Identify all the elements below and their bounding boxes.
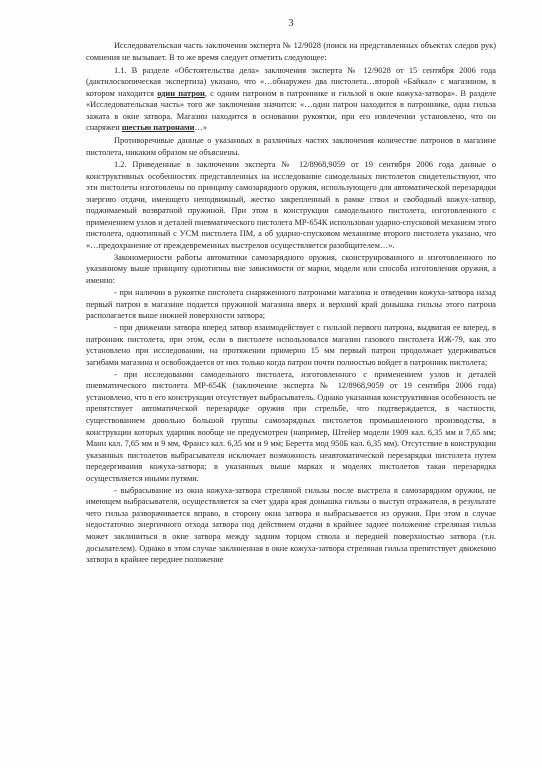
document-body	[86, 40, 496, 566]
paragraph-text: - при исследовании самодельного пистолета, изготовленного с применением узлов и деталей пневматического пистолета МР-654К (заключение эксперта № 12/8968,9059 от 19 сентября 2006 года) установлено, что в его конструкции отсутствует выбрасыватель. Однако указанная конструктивная особенность не препятствует автоматической перезарядке оружия при стрельбе, что подтверждается, в частности, существованием довольно большой группы самозарядных пистолетов промышленного производства, в конструкции которых ударник вообще не предусмотрен (например, Штейер модели 1909 кал. 6,35 мм и 7,65 мм; Манн кал. 7,65 мм и 9 мм, Франсэ кал. 6,35 мм и 9 мм; Беретта мод 950Б кал. 6,35 мм). Отсутствие в конструкции указанных пистолетов выбрасывателя исключает возможность неавтоматической перезарядки пистолета путем передергивания кожуха-затвора; в указанных выше марках и моделях пистолетов такая перезарядка осуществляется иными путями.	[86, 369, 496, 483]
paragraph-text: …»	[194, 123, 208, 133]
paragraph-p9	[86, 485, 496, 566]
paragraph-p3	[86, 135, 496, 158]
emphasized-text: один патрон	[157, 88, 205, 98]
paragraph-text: - при наличии в рукоятке пистолета снаряженного патронами магазина и отведении кожуха-затвора назад первый патрон в магазине подается пружиной магазина вверх и верхний край донышка гильзы этого патрона располагается выше нижней поверхности затвора;	[86, 287, 496, 321]
paragraph-text: Исследовательская часть заключения эксперта № 12/9028 (поиск на представленных объектах следов рук) сомнения не вызывает. В то же время следует отметить следующее:	[86, 41, 496, 62]
paragraph-p8	[86, 369, 496, 484]
emphasized-text: шестью патронами	[121, 123, 195, 133]
paragraph-p6	[86, 287, 496, 322]
paragraph-text: Противоречивые данные о указанных в различных частях заключения количестве патронов в магазине пистолета, никаким образом не объяснены.	[86, 136, 496, 157]
paragraph-text: 1.2. Приведенные в заключении эксперта № 12/8968,9059 от 19 сентября 2006 года данные о конструктивных особенностях представленных на исследование самодельных пистолетов свидетельствуют, что эти пистолеты изготовлены по принципу самозарядного оружия, использующего для автоматической перезарядки энергию отдачи, имеющего неподвижный, жестко закрепленный в рамке ствол и свободный кожух-затвор, поджимаемый возвратной пружиной. При этом в конструкции самодельного пистолета, изготовленного с применением узлов и деталей пневматического пистолета МР-654К использован ударно-спусковой механизм этого пистолета, однотипный с УСМ пистолета ПМ, а об ударно-спусковом механизме второго пистолета указано, что «…предохранение от преждевременных выстрелов осуществляется разобщителем…».	[86, 159, 496, 250]
paragraph-text: , с одним патроном в патроннике и гильзой в окне кожуха-затвора». В разделе «Исследовательская часть» того же заключения значится: «…один патрон находится в патроннике, одна гильза зажата в окне затвора. Магазин находится в основании рукоятки, при его извлечении установлено, что он снаряжен	[86, 88, 497, 133]
paragraph-text: 1.1. В разделе «Обстоятельства дела» заключения эксперта № 12/9028 от 15 сентября 2006 года (дактилоскопическая экспертиза) указано, что «…обнаружен два пистолета…второй «Байкал» с магазином, в котором находится	[86, 65, 496, 98]
paragraph-p7	[86, 322, 496, 368]
paragraph-p5	[86, 252, 496, 287]
page-number: 3	[288, 18, 294, 29]
paragraph-text: - выбрасывание из окна кожуха-затвора стреляной гильзы после выстрела в самозарядном оружии, не имеющем выбрасывателя, осуществляется за счет удара края донышка гильзы о выступ отражателя, в результате чего гильза разворачивается вправо, в сторону окна затвора и выбрасывается из оружия. При этом в случае недостаточно энергичного отхода затвора под действием отдачи в крайнее заднее положение стреляная гильза может заклиниться в окне затвора между задним торцом ствола и передней поверхностью затвора (т.н. досылателем). Однако в этом случае заклиненная в окне кожуха-затвора стреляная гильза препятствует движению затвора в крайнее переднее положение	[86, 485, 496, 565]
paragraph-p2	[86, 65, 496, 134]
paragraph-text: - при движении затвора вперед затвор взаимодействует с гильзой первого патрона, выдвигая ее вперед, в патронник пистолета, при этом, если в пистолете использовался магазин газового пистолета ИЖ-79, как это установлено при исследовании, на протяжении примерно 15 мм первый патрон продолжает удерживаться загибами магазина и освобождается от них только когда патрон почти полностью войдет в патронник пистолета;	[86, 323, 496, 367]
paragraph-p1	[86, 40, 496, 63]
paragraph-text: Закономерности работы автоматики самозарядного оружия, сконструированного и изготовленного по указанному выше принципу однотипны вне зависимости от марки, модели или способа изготовления оружия, а именно:	[86, 252, 496, 285]
paragraph-p4	[86, 159, 496, 251]
